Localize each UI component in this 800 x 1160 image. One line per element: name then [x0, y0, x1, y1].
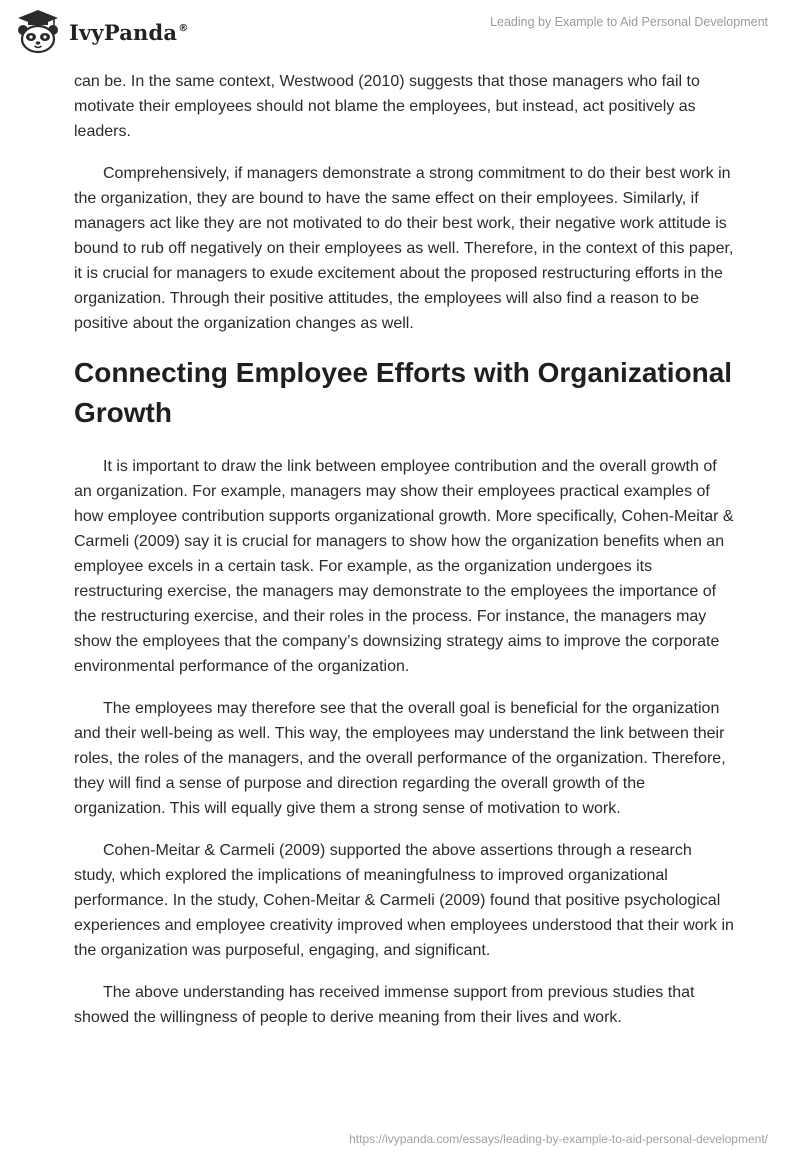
paragraph: Comprehensively, if managers demonstrate a strong commitment to do their best work in the organization, they are bound to have the same effect on their employees. Similarly, if managers act like they are not motivated to do their best work, their negative work attitude is bound to rub off negatively on their employees as well. Therefore, in the context of this paper, it is crucial for managers to exude excitement about the proposed restructuring efforts in the organization. Through their positive attitudes, the employees will also find a reason to be positive about the organization changes as well. — [74, 165, 734, 332]
paragraph: The above understanding has received immense support from previous studies that showed the willingness of people to derive meaning from their lives and work. — [74, 984, 695, 1026]
section-heading: Connecting Employee Efforts with Organizational Growth — [74, 357, 733, 428]
document-title: Leading by Example to Aid Personal Development — [490, 15, 768, 29]
paragraph: Cohen-Meitar & Carmeli (2009) supported the above assertions through a research study, which explored the implications of meaningfulness to improved organizational performance. In the study, Cohen-Meitar & Carmeli (2009) found that positive psychological experiences and employee creativity improved when employees understood that their work in the organization was purposeful, engaging, and significant. — [74, 842, 734, 959]
paragraph: The employees may therefore see that the overall goal is beneficial for the organization and their well-being as well. This way, the employees may understand the link between their roles, the roles of the managers, and the overall performance of the organization. Therefore, they will find a sense of purpose and direction regarding the overall growth of the organization. This will equally give them a strong sense of motivation to work. — [74, 700, 726, 817]
logo-text: IvyPanda® — [69, 19, 189, 45]
registered-mark: ® — [178, 22, 189, 34]
essay-body — [74, 69, 734, 1047]
paragraph-continued: can be. In the same context, Westwood (2010) suggests that those managers who fail to motivate their employees should not blame the employees, but instead, act positively as leaders. — [74, 73, 700, 140]
paragraph: It is important to draw the link between employee contribution and the overall growth of an organization. For example, managers may show their employees practical examples of how employee contribution supports organizational growth. More specifically, Cohen-Meitar & Carmeli (2009) say it is crucial for managers to show how the organization benefits when an employee excels in a certain task. For example, as the organization undergoes its restructuring exercise, the managers may demonstrate to the employees the importance of the restructuring exercise, and their roles in the process. For instance, the managers may show the employees that the company’s downsizing strategy aims to improve the corporate environmental performance of the organization. — [74, 458, 734, 675]
panda-graduate-icon — [14, 8, 62, 54]
page-header — [0, 0, 800, 60]
source-url[interactable]: https://ivypanda.com/essays/leading-by-example-to-aid-personal-development/ — [349, 1132, 768, 1146]
logo[interactable] — [14, 8, 188, 54]
